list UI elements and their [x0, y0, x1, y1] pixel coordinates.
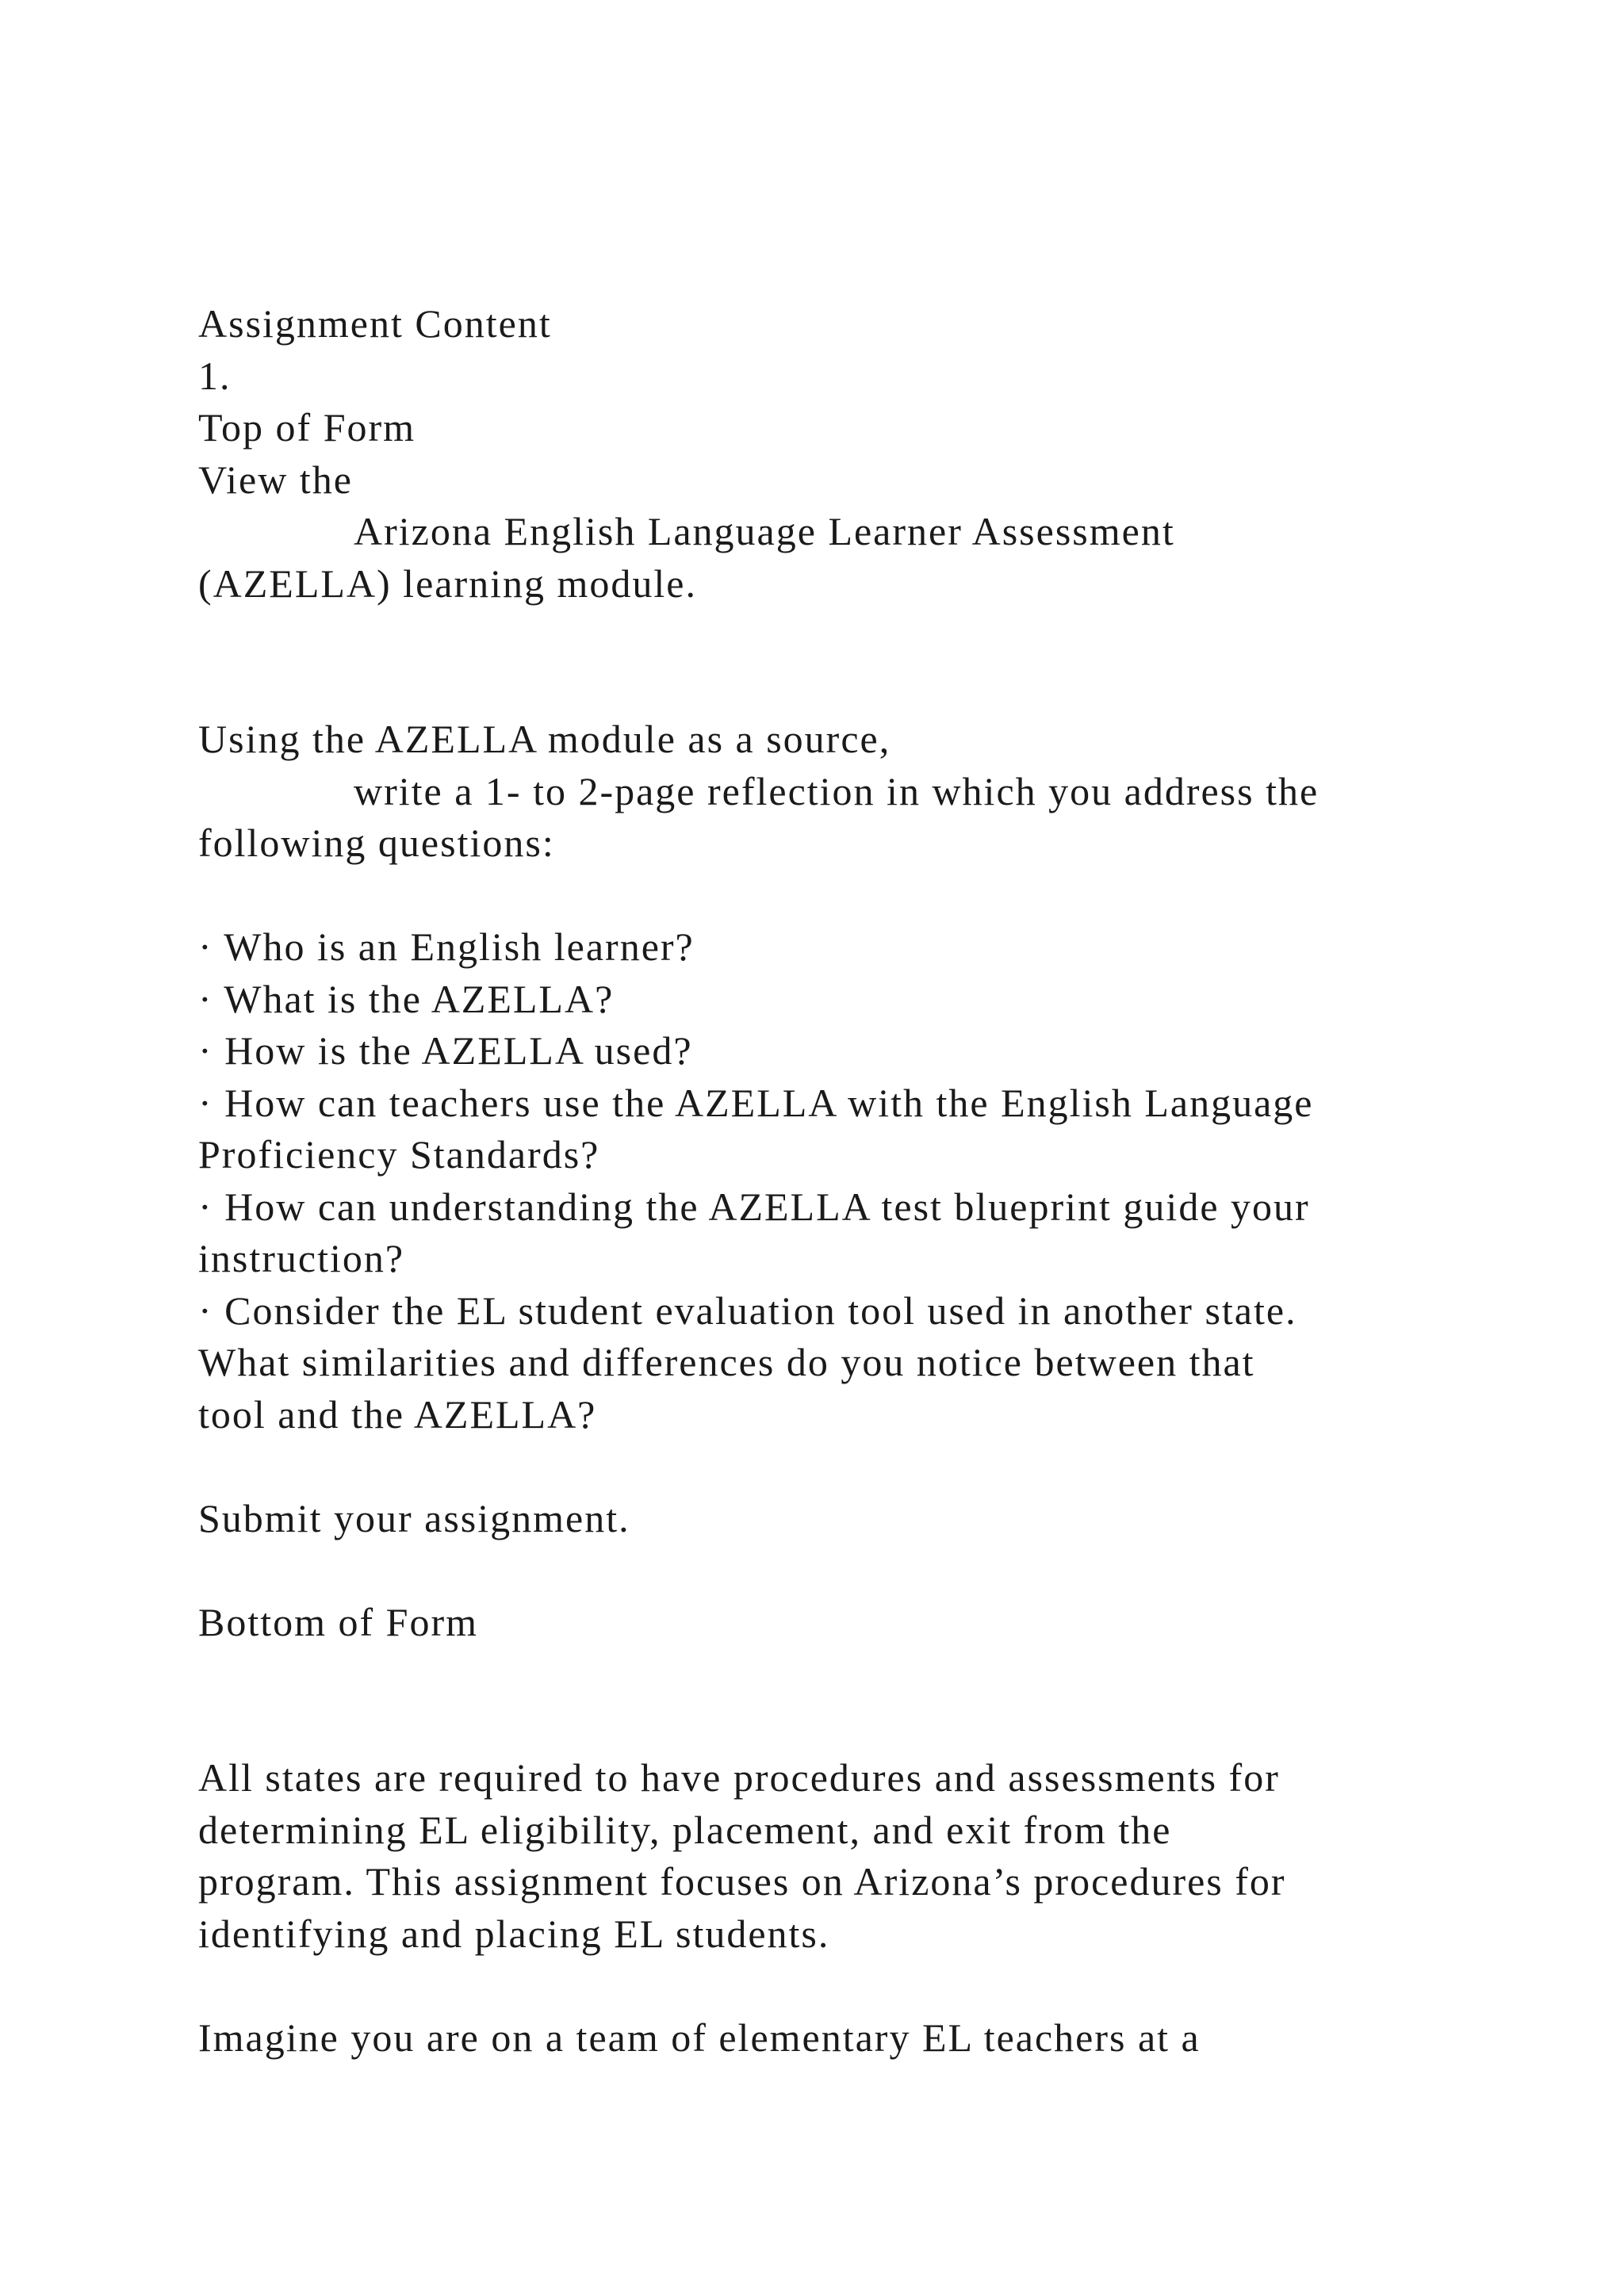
question-item: · How is the AZELLA used?: [198, 1028, 693, 1073]
blank-line: [198, 610, 1483, 662]
paragraph-line: identifying and placing EL students.: [198, 1911, 830, 1956]
question-item: · Consider the EL student evaluation tool used in another state.: [198, 1288, 1297, 1333]
bottom-of-form-label: Bottom of Form: [198, 1599, 479, 1644]
blank-line: [198, 1441, 1483, 1493]
text-line: following questions:: [198, 821, 555, 865]
blank-line: [198, 870, 1483, 922]
blank-line: [198, 1544, 1483, 1597]
question-item-continued: instruction?: [198, 1236, 405, 1280]
question-item: · What is the AZELLA?: [198, 976, 615, 1021]
question-item-continued: What similarities and differences do you notice between that: [198, 1340, 1255, 1384]
blank-line: [198, 1701, 1483, 1753]
text-line: write a 1- to 2-page reflection in which you address the: [354, 768, 1320, 813]
paragraph-line: program. This assignment focuses on Arizona’s procedures for: [198, 1859, 1286, 1904]
module-title-link[interactable]: Arizona English Language Learner Assessment: [354, 509, 1175, 553]
question-item: · Who is an English learner?: [198, 924, 695, 969]
question-item: · How can teachers use the AZELLA with the English Language: [198, 1080, 1314, 1125]
blank-line: [198, 1648, 1483, 1701]
paragraph-line: All states are required to have procedures and assessments for: [198, 1755, 1280, 1800]
heading-assignment-content: Assignment Content: [198, 301, 552, 346]
blank-line: [198, 1960, 1483, 2012]
blank-line: [198, 662, 1483, 714]
submit-instruction: Submit your assignment.: [198, 1495, 630, 1540]
text-line: Using the AZELLA module as a source,: [198, 717, 891, 761]
paragraph-line: determining EL eligibility, placement, and exit from the: [198, 1807, 1172, 1852]
item-number: 1.: [198, 353, 232, 398]
question-item-continued: tool and the AZELLA?: [198, 1391, 597, 1437]
top-of-form-label: Top of Form: [198, 405, 416, 450]
text-line: View the: [198, 457, 353, 502]
question-item-continued: Proficiency Standards?: [198, 1132, 600, 1177]
text-line: (AZELLA) learning module.: [198, 561, 697, 606]
paragraph-line: Imagine you are on a team of elementary EL teachers at a: [198, 2015, 1201, 2060]
document-body: [198, 298, 1483, 2064]
question-item: · How can understanding the AZELLA test blueprint guide your: [198, 1184, 1310, 1229]
